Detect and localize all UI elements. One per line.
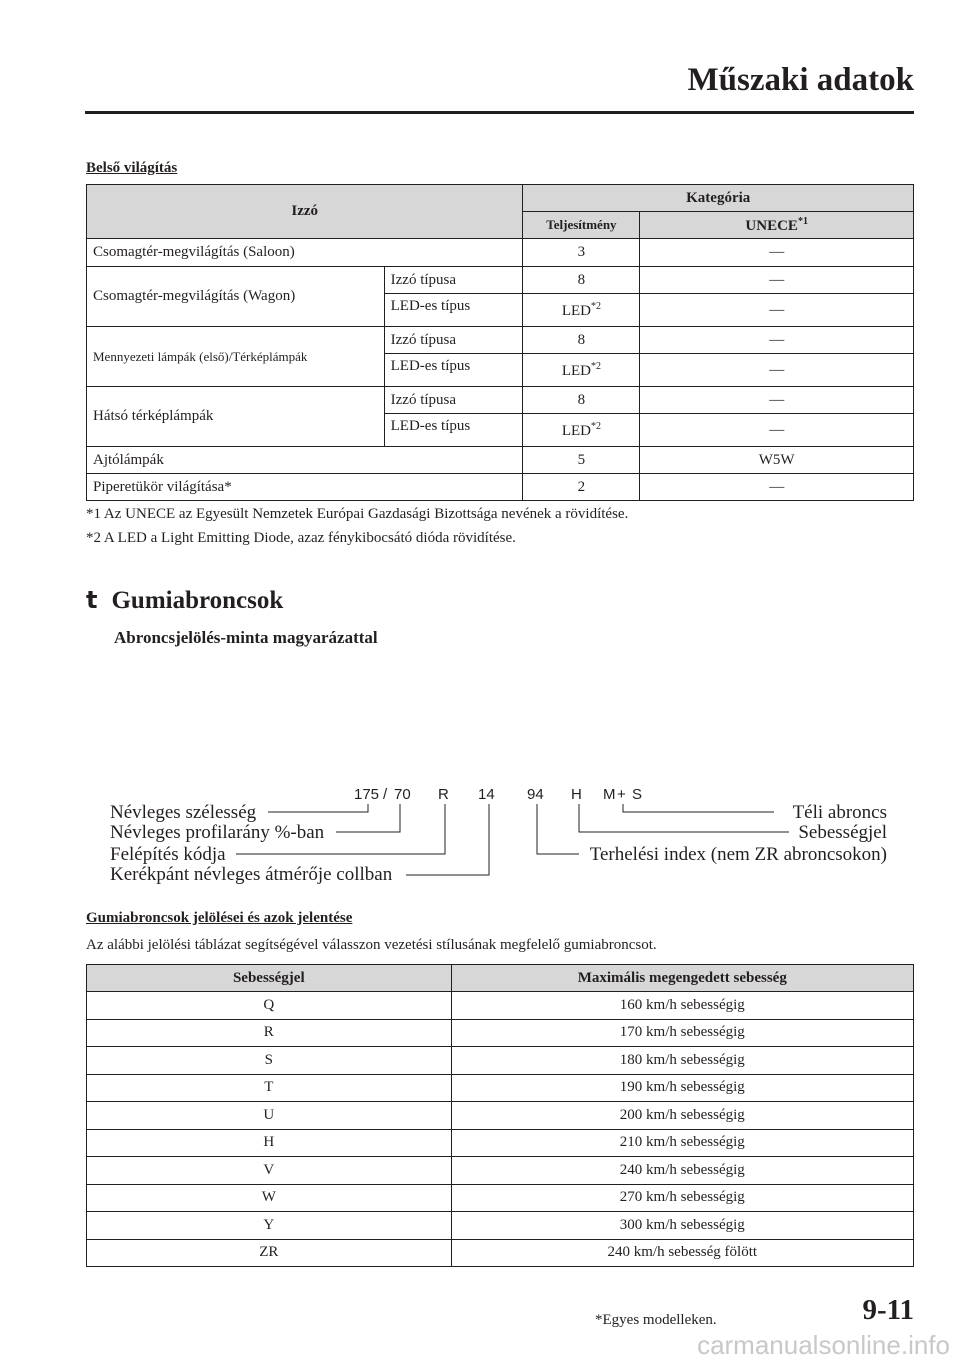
label-winter: Téli abroncs xyxy=(792,802,887,823)
col-header-speed-sign: Sebességjel xyxy=(87,965,452,992)
tires-heading: t Gumiabroncsok xyxy=(86,586,284,614)
code-m: M xyxy=(603,786,616,803)
code-plus: + xyxy=(617,786,626,803)
table-row: W 270 km/h sebességig xyxy=(87,1184,914,1212)
code-rim: 14 xyxy=(478,786,495,803)
table-row: T 190 km/h sebességig xyxy=(87,1074,914,1102)
table-row: Piperetükör világítása* 2 — xyxy=(87,474,914,501)
table-row: Csomagtér-megvilágítás (Wagon) Izzó típusa 8 — xyxy=(87,267,914,294)
footer-note: *Egyes modelleken. xyxy=(595,1312,717,1328)
code-s: S xyxy=(632,786,643,803)
watermark-logo: carmanualsonline.info xyxy=(697,1330,950,1360)
page-number: 9-11 xyxy=(862,1294,914,1326)
col-header-max-speed: Maximális megengedett sebesség xyxy=(451,965,913,992)
table-row: Ajtólámpák 5 W5W xyxy=(87,447,914,474)
col-header-unece: UNECE$^{*1}$ xyxy=(640,212,914,239)
col-header-power: Teljesítmény xyxy=(523,212,640,239)
code-ratio: 70 xyxy=(394,786,411,803)
label-speed-sign: Sebességjel xyxy=(798,822,887,843)
interior-lighting-label: Belső világítás xyxy=(86,160,178,176)
table-row: Mennyezeti lámpák (első)/Térképlámpák Izzó típusa 8 — xyxy=(87,327,914,354)
label-load-index: Terhelési index (nem ZR abroncsokon) xyxy=(589,844,887,865)
table-row: Csomagtér-megvilágítás (Saloon) 3 — xyxy=(87,239,914,267)
table-row: Hátsó térképlámpák Izzó típusa 8 — xyxy=(87,387,914,414)
code-speed: H xyxy=(571,786,582,803)
table-row: LED-es típus LED$^{*2}$ — xyxy=(87,354,914,387)
col-header-category: Kategória xyxy=(523,185,914,212)
table-row: S 180 km/h sebességig xyxy=(87,1047,914,1075)
table-row: Q 160 km/h sebességig xyxy=(87,992,914,1020)
table-row: H 210 km/h sebességig xyxy=(87,1129,914,1157)
speed-description: Az alábbi jelölési táblázat segítségével válasszon vezetési stílusának megfelelő gumiabroncsot. xyxy=(86,937,657,953)
col-header-bulb: Izzó xyxy=(87,185,523,239)
footnote-1: *1 Az UNECE az Egyesült Nemzetek Európai Gazdasági Bizottsága nevének a rövidítése. xyxy=(86,506,629,522)
table-row: U 200 km/h sebességig xyxy=(87,1102,914,1130)
code-construction: R xyxy=(438,786,449,803)
footnote-2: *2 A LED a Light Emitting Diode, azaz fénykibocsátó dióda rövidítése. xyxy=(86,530,516,546)
label-width: Névleges szélesség xyxy=(110,802,257,823)
code-slash: / xyxy=(383,786,388,803)
tire-marking-diagram xyxy=(0,770,960,890)
table-row: Y 300 km/h sebességig xyxy=(87,1212,914,1240)
table-row: R 170 km/h sebességig xyxy=(87,1019,914,1047)
table-row: LED-es típus LED$^{*2}$ — xyxy=(87,294,914,327)
table-row: LED-es típus LED$^{*2}$ — xyxy=(87,414,914,447)
label-construction: Felépítés kódja xyxy=(110,844,226,865)
tires-subheading: Abroncsjelölés-minta magyarázattal xyxy=(114,628,378,647)
speed-section-label: Gumiabroncsok jelölései és azok jelentése xyxy=(86,910,353,926)
table-row: ZR 240 km/h sebesség fölött xyxy=(87,1239,914,1267)
label-rim: Kerékpánt névleges átmérője collban xyxy=(110,864,393,885)
section-bullet-icon: t xyxy=(86,586,98,614)
interior-lighting-table xyxy=(86,184,914,501)
speed-table xyxy=(86,964,914,1267)
table-row: V 240 km/h sebességig xyxy=(87,1157,914,1185)
code-load: 94 xyxy=(527,786,544,803)
header-rule xyxy=(85,111,914,114)
code-width: 175 xyxy=(354,786,380,803)
page-header-title: Műszaki adatok xyxy=(687,62,914,98)
label-ratio: Névleges profilarány %-ban xyxy=(110,822,325,843)
